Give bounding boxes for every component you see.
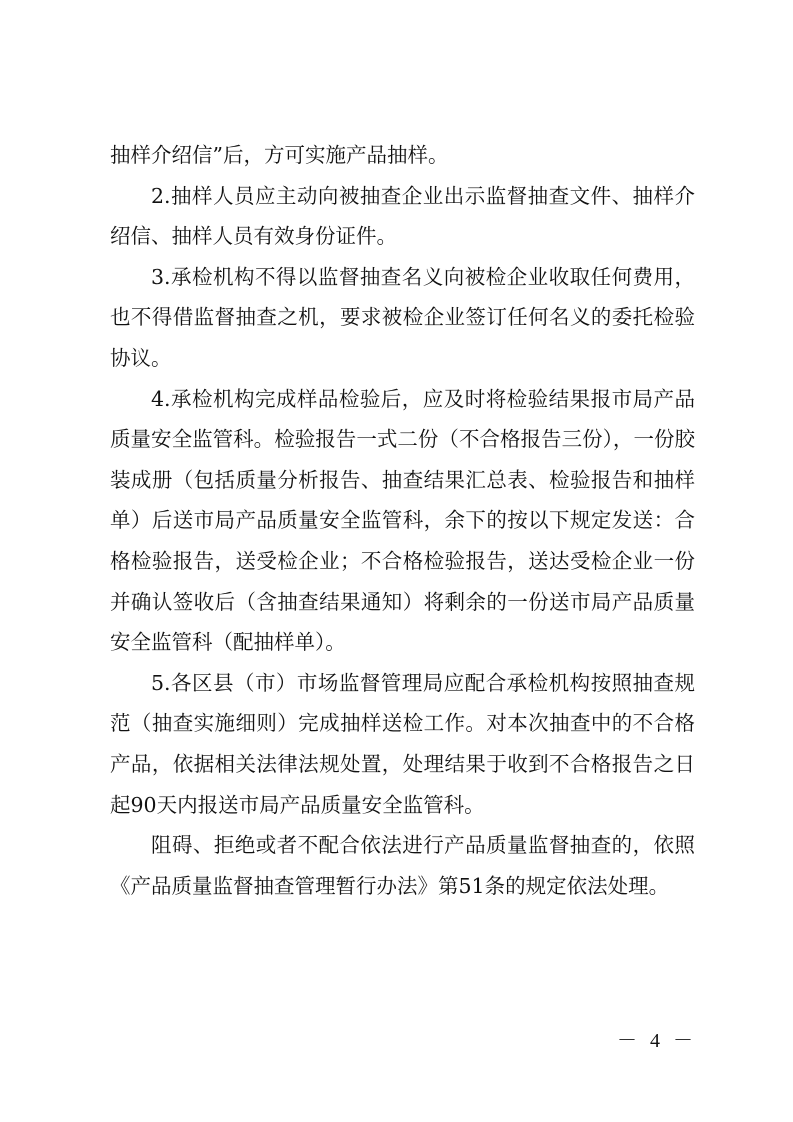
- paragraph-item-4: 4.承检机构完成样品检验后，应及时将检验结果报市局产品质量安全监管科。检验报告一式二份（不合格报告三份），一份胶装成册（包括质量分析报告、抽查结果汇总表、检验报告和抽样单）后送市局产品质量安全监管科，余下的按以下规定发送：合格检验报告，送受检企业；不合格检验报告，送达受检企业一份并确认签收后（含抽查结果通知）将剩余的一份送市局产品质量安全监管科（配抽样单）。: [110, 386, 695, 655]
- paragraph-item-2: 2.抽样人员应主动向被抽查企业出示监督抽查文件、抽样介绍信、抽样人员有效身份证件。: [110, 183, 695, 249]
- page-number: － 4 －: [617, 1030, 697, 1052]
- document-body: [110, 135, 695, 906]
- paragraph-continuation: 抽样介绍信”后，方可实施产品抽样。: [110, 143, 449, 167]
- paragraph-penalty: 阻碍、拒绝或者不配合依法进行产品质量监督抽查的，依照《产品质量监督抽查管理暂行办法》第51条的规定依法处理。: [110, 833, 695, 898]
- paragraph-item-3: 3.承检机构不得以监督抽查名义向被检企业收取任何费用，也不得借监督抽查之机，要求被检企业签订任何名义的委托检验协议。: [110, 264, 695, 370]
- paragraph-item-5: 5.各区县（市）市场监督管理局应配合承检机构按照抽查规范（抽查实施细则）完成抽样送检工作。对本次抽查中的不合格产品，依据相关法律法规处置，处理结果于收到不合格报告之日起90天内报送市局产品质量安全监管科。: [110, 670, 695, 817]
